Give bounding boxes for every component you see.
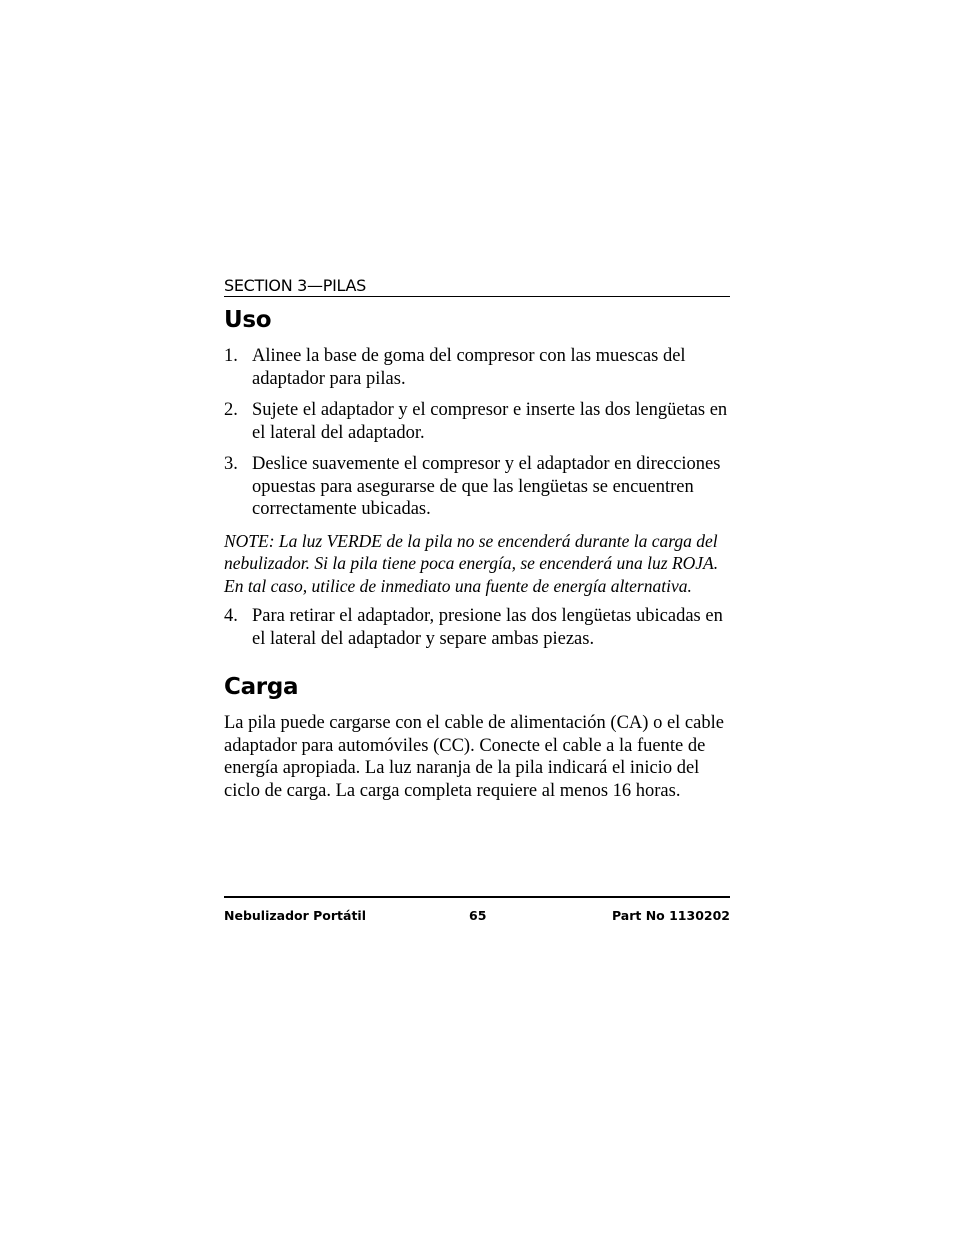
list-item bbox=[224, 345, 730, 390]
section-header: SECTION 3—PILAS bbox=[224, 276, 730, 297]
step-text: Deslice suavemente el compresor y el adaptador en direcciones opuestas para asegurarse de que las lengüetas se encuentren correctamente ubicadas. bbox=[252, 454, 721, 519]
note-text: NOTE: La luz VERDE de la pila no se encenderá durante la carga del nebulizador. Si la pila tiene poca energía, se encenderá una luz ROJA. En tal caso, utilice de inmediato una fuente de energía alternativa. bbox=[224, 530, 719, 596]
uso-steps-list bbox=[224, 345, 730, 521]
step-number: 3. bbox=[224, 454, 238, 474]
list-item bbox=[224, 605, 730, 650]
heading-carga: Carga bbox=[224, 674, 299, 700]
page-footer bbox=[224, 906, 730, 926]
uso-steps-list-continued bbox=[224, 605, 730, 650]
heading-uso: Uso bbox=[224, 307, 272, 333]
step-number: 1. bbox=[224, 346, 238, 366]
step-text: Alinee la base de goma del compresor con las muescas del adaptador para pilas. bbox=[252, 346, 686, 389]
step-number: 2. bbox=[224, 400, 238, 420]
footer-part-number: Part No 1130202 bbox=[611, 908, 730, 923]
footer-document-title: Nebulizador Portátil bbox=[224, 908, 366, 923]
step-text: Para retirar el adaptador, presione las dos lengüetas ubicadas en el lateral del adaptador y separe ambas piezas. bbox=[252, 606, 723, 649]
list-item bbox=[224, 399, 730, 444]
footer-divider bbox=[224, 896, 730, 898]
footer-page-number: 65 bbox=[469, 908, 487, 923]
step-text: Sujete el adaptador y el compresor e inserte las dos lengüetas en el lateral del adaptador. bbox=[252, 400, 728, 443]
page-content bbox=[224, 276, 730, 802]
step-number: 4. bbox=[224, 606, 238, 626]
list-item bbox=[224, 453, 730, 521]
carga-paragraph: La pila puede cargarse con el cable de alimentación (CA) o el cable adaptador para automóviles (CC). Conecte el cable a la fuente de energía apropiada. La luz naranja de la pila indicará el inicio del ciclo de carga. La carga completa requiere al menos 16 horas. bbox=[224, 713, 724, 801]
